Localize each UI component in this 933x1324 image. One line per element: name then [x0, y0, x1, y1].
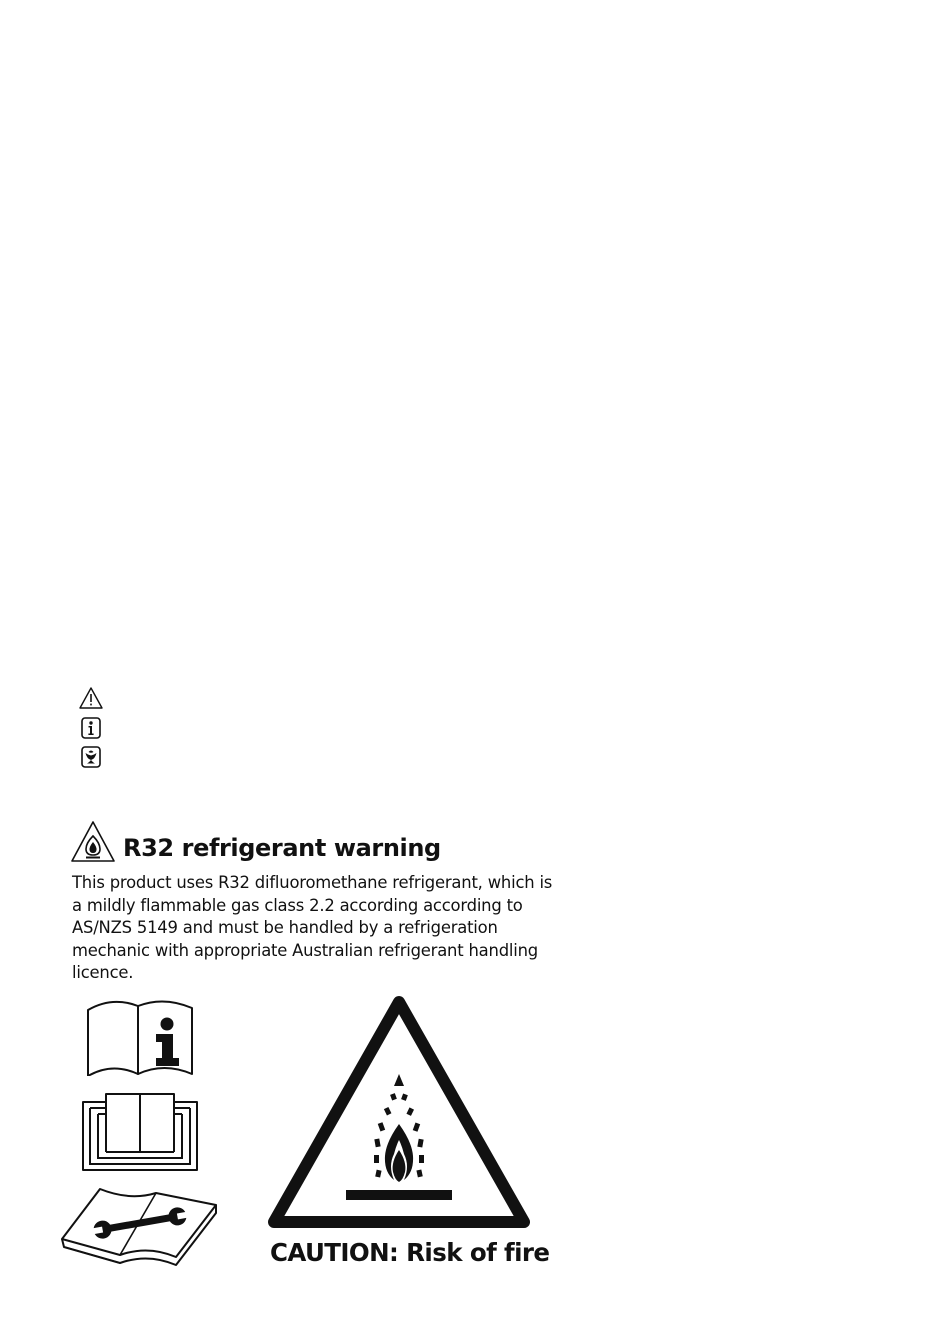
heading-title: R32 refrigerant warning: [123, 834, 441, 862]
environment-icon: [78, 745, 104, 769]
body-line: AS/NZS 5149 and must be handled by a refrigeration: [72, 918, 498, 938]
body-line: a mildly flammable gas class 2.2 according according to: [72, 895, 523, 915]
body-line: This product uses R32 difluoromethane refrigerant, which is: [72, 873, 553, 892]
refrigerant-warning-heading: [70, 820, 630, 870]
caution-label: CAUTION: Risk of fire: [270, 1238, 550, 1267]
service-manual-icon: [60, 1185, 220, 1267]
refrigerant-warning-body: [72, 872, 592, 985]
read-manual-info-icon: [84, 996, 196, 1076]
information-icon: [78, 716, 104, 740]
body-line: mechanic with appropriate Australian refrigerant handling: [72, 940, 539, 960]
body-line: licence.: [72, 963, 134, 983]
operator-manual-icon: [80, 1090, 200, 1172]
fire-warning-triangle-icon: [266, 994, 532, 1232]
flammable-warning-icon: [70, 820, 116, 864]
warning-triangle-icon: [78, 686, 104, 710]
